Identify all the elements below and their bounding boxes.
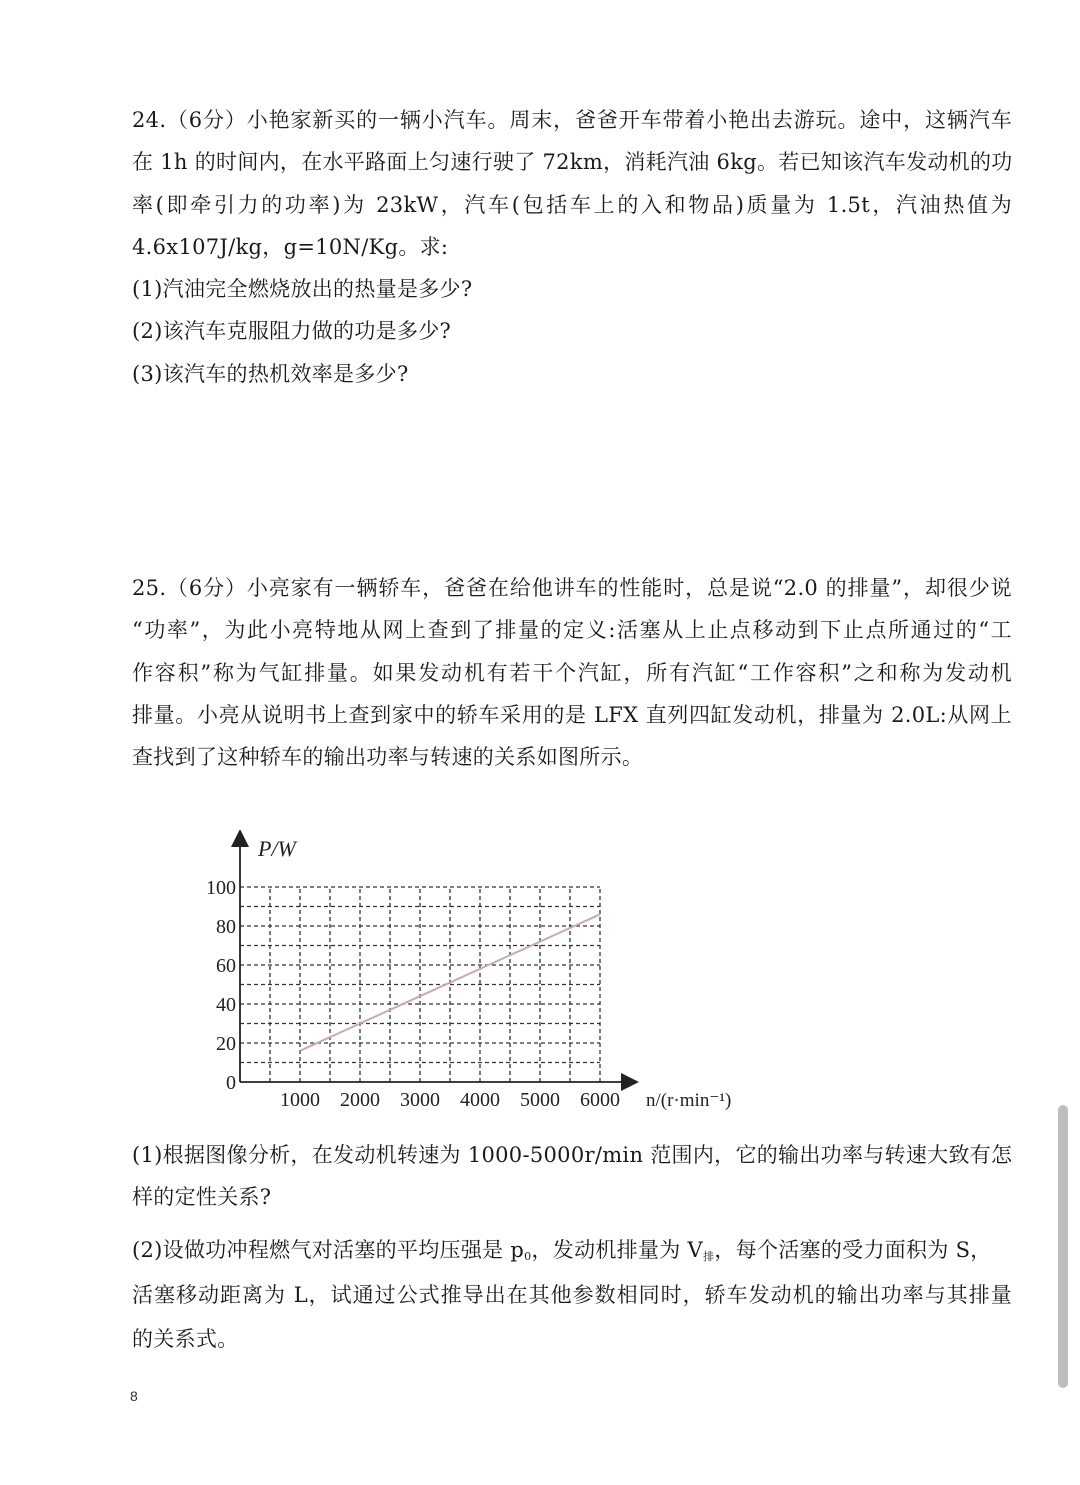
chart-grid <box>240 887 600 1082</box>
q24-line-2: 在 1h 的时间内，在水平路面上匀速行驶了 72km，消耗汽油 6kg。若已知该汽车发动机的功 <box>132 150 1013 174</box>
q25-sub2-line-2: 活塞移动距离为 L，试通过公式推导出在其他参数相同时，轿车发动机的输出功率与其排量 <box>132 1283 1012 1307</box>
q25-sub2-line-3: 的关系式。 <box>132 1327 239 1351</box>
y-tick-label: 40 <box>216 994 236 1016</box>
q24-sub-3: (3)该汽车的热机效率是多少? <box>132 362 409 386</box>
x-tick-labels <box>280 1089 620 1111</box>
q25-line-3: 作容积”称为气缸排量。如果发动机有若干个汽缸，所有汽缸“工作容积”之和称为发动机 <box>132 661 1012 685</box>
y-tick-label: 100 <box>206 877 236 899</box>
x-axis-label: n/(r·min⁻¹) <box>646 1090 732 1111</box>
x-tick-label: 6000 <box>580 1089 620 1111</box>
y-tick-labels <box>206 877 236 1094</box>
q25-sub2-part-c: ，每个活塞的受力面积为 S， <box>714 1238 992 1262</box>
q25-sub2-line-1 <box>132 1238 1012 1269</box>
q25-line-4: 排量。小亮从说明书上查到家中的轿车采用的是 LFX 直列四缸发动机，排量为 2.0L:从网上 <box>132 703 1012 727</box>
q25-line-1: 25.（6分）小亮家有一辆轿车，爸爸在给他讲车的性能时，总是说“2.0 的排量”，却很少说 <box>132 576 1012 600</box>
y-axis-label: P/W <box>258 836 296 861</box>
y-tick-label: 0 <box>226 1072 236 1094</box>
x-tick-label: 5000 <box>520 1089 560 1111</box>
q24-line-4: 4.6x107J/kg，g=10N/Kg。求: <box>132 235 449 259</box>
x-tick-label: 4000 <box>460 1089 500 1111</box>
vertical-scrollbar[interactable] <box>1058 1105 1068 1388</box>
q25-sub1-line-1: (1)根据图像分析，在发动机转速为 1000-5000r/min 范围内，它的输出功率与转速大致有怎 <box>132 1143 1013 1167</box>
q25-sub1-line-2: 样的定性关系? <box>132 1185 272 1209</box>
q25-line-2: “功率”，为此小亮特地从网上查到了排量的定义:活塞从上止点移动到下止点所通过的“工 <box>132 618 1012 642</box>
y-tick-label: 60 <box>216 955 236 977</box>
q25-sub2-part-a: (2)设做功冲程燃气对活塞的平均压强是 p <box>132 1238 525 1262</box>
volume-subscript: 排 <box>703 1250 715 1263</box>
page-number: 8 <box>130 1388 138 1404</box>
q24-line-3: 率(即牵引力的功率)为 23kW，汽车(包括车上的入和物品)质量为 1.5t，汽油热值为 <box>132 193 1012 217</box>
y-tick-label: 80 <box>216 916 236 938</box>
power-speed-chart <box>190 830 770 1130</box>
x-tick-label: 1000 <box>280 1089 320 1111</box>
y-tick-label: 20 <box>216 1033 236 1055</box>
q24-sub-1: (1)汽油完全燃烧放出的热量是多少? <box>132 277 473 301</box>
x-tick-label: 2000 <box>340 1089 380 1111</box>
q24-line-1: 24.（6分）小艳家新买的一辆小汽车。周末，爸爸开车带着小艳出去游玩。途中，这辆汽车 <box>132 108 1012 132</box>
pressure-subscript: 0 <box>524 1250 532 1263</box>
x-tick-label: 3000 <box>400 1089 440 1111</box>
q25-line-5: 查找到了这种轿车的输出功率与转速的关系如图所示。 <box>132 745 644 769</box>
q24-sub-2: (2)该汽车克服阻力做的功是多少? <box>132 319 452 343</box>
q25-sub2-part-b: ，发动机排量为 V <box>531 1238 704 1262</box>
